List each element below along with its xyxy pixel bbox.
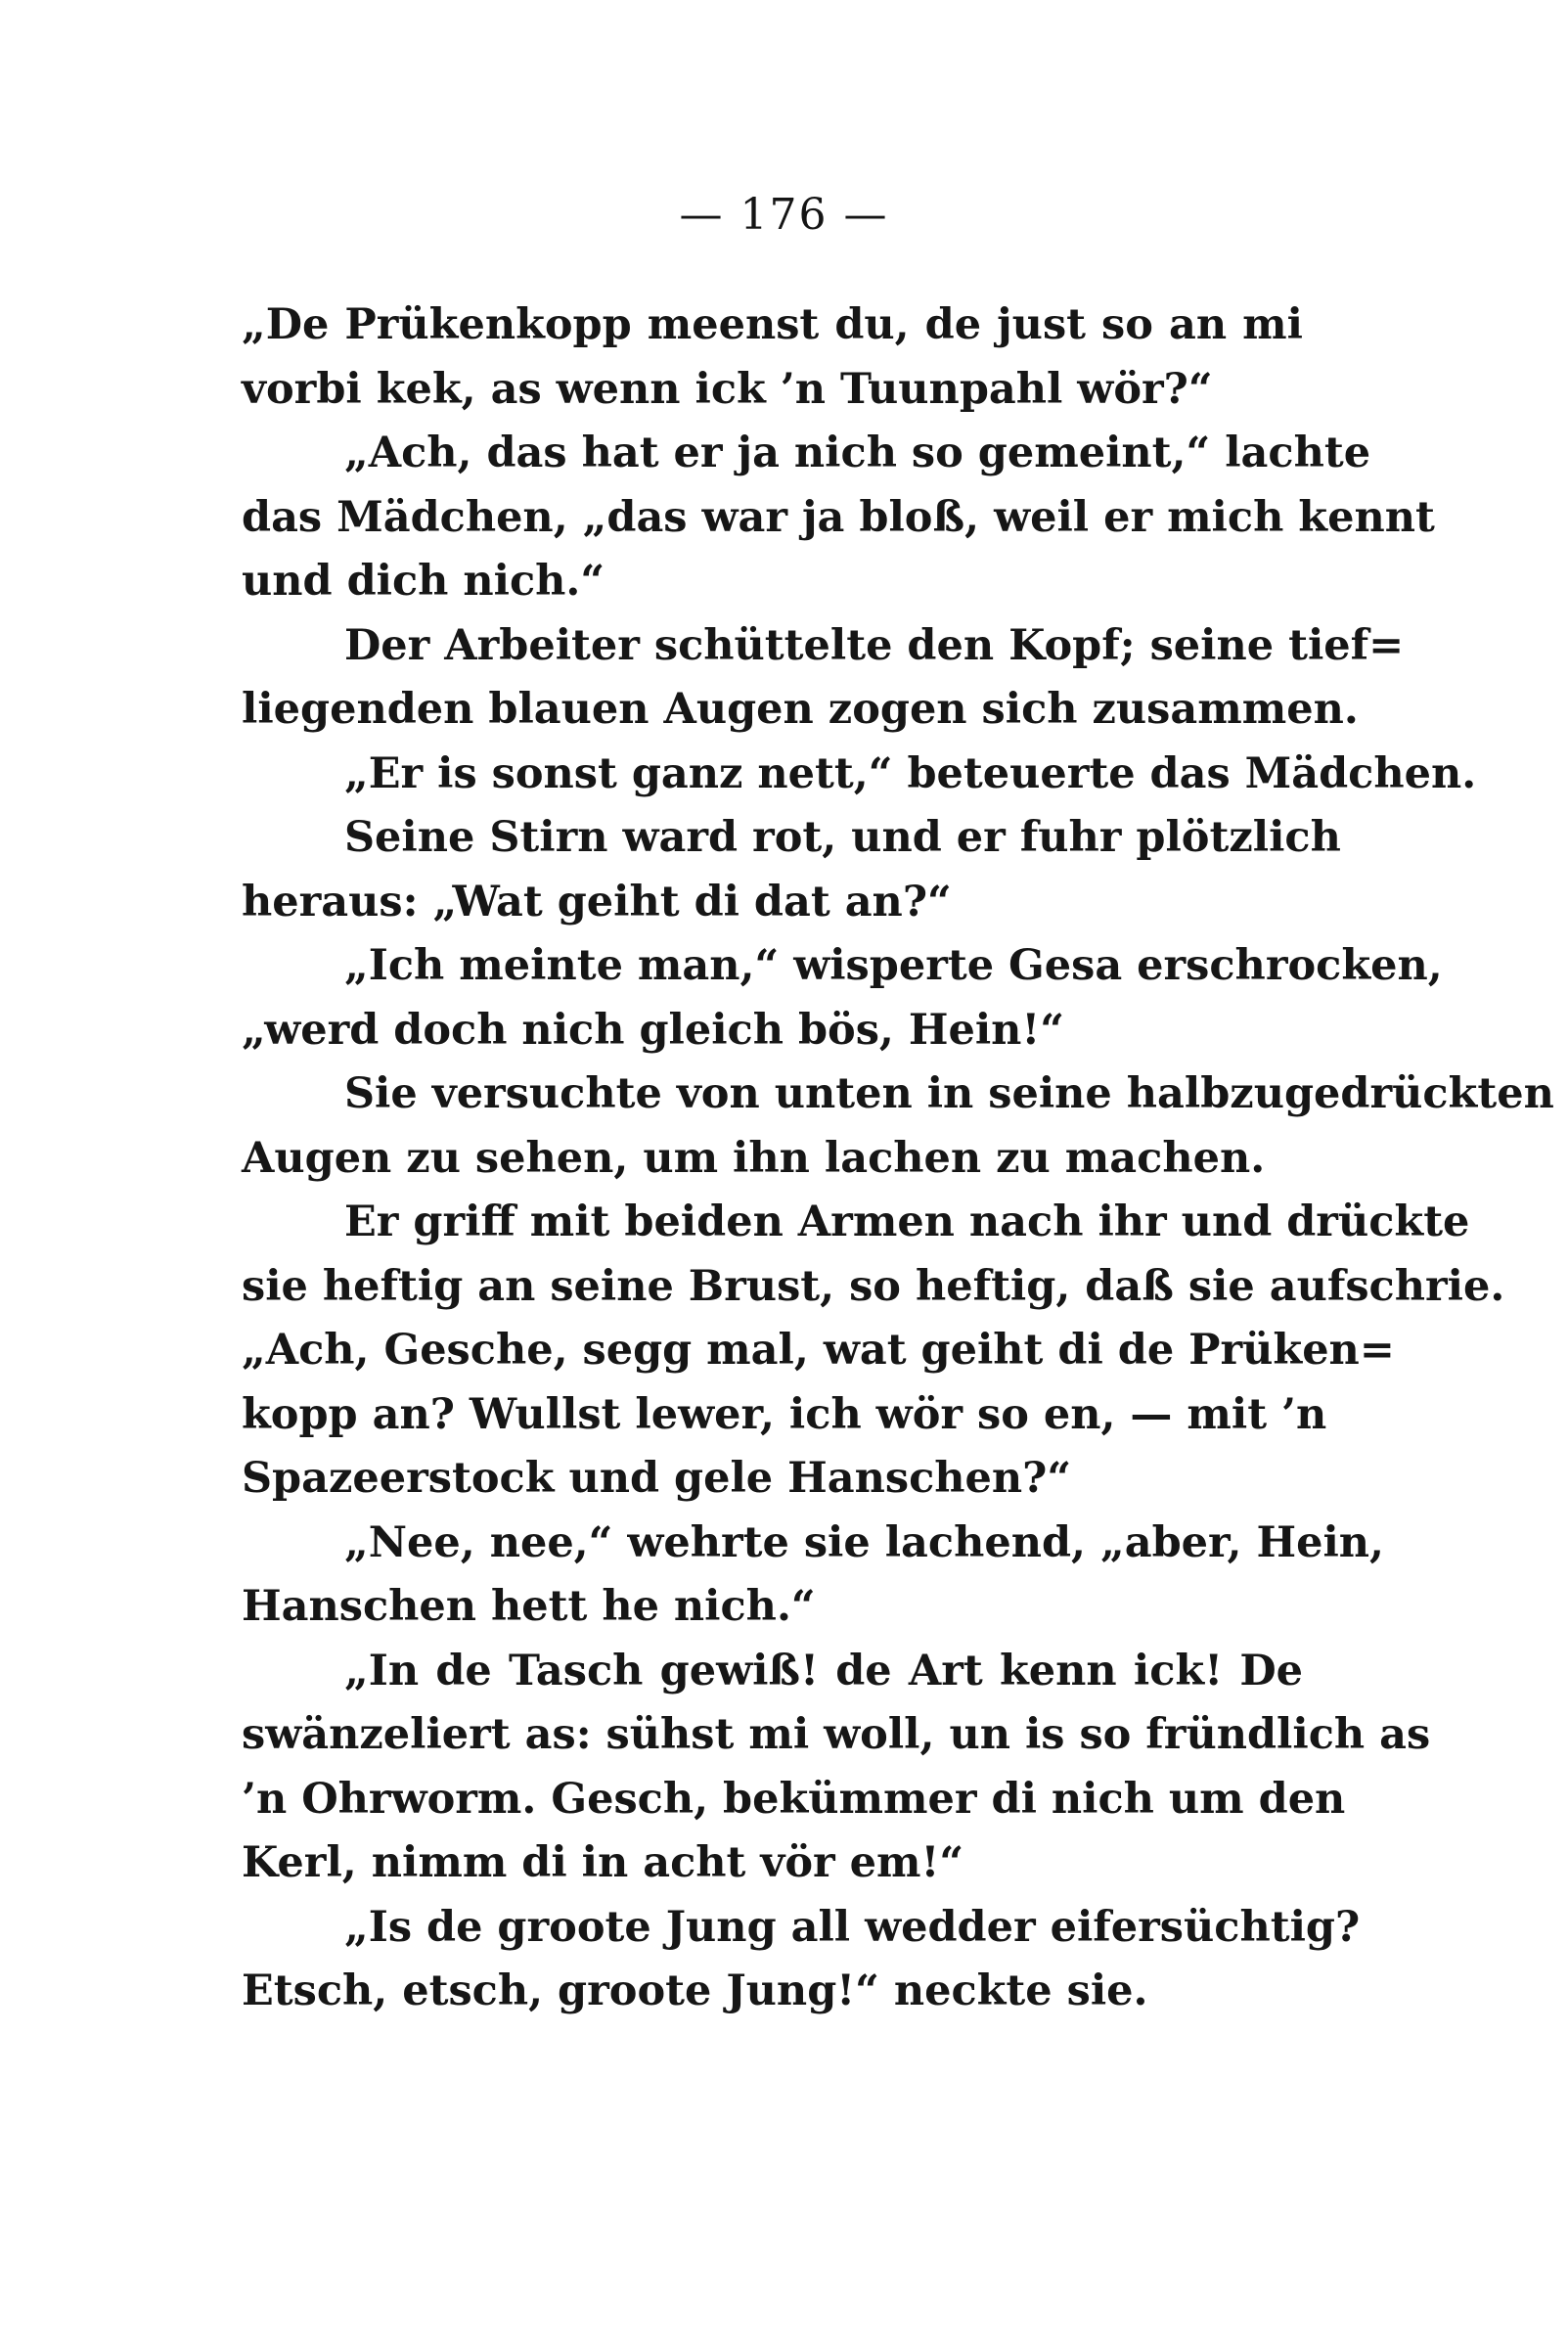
text-line: und dich nich.“ — [242, 557, 605, 606]
text-line: „Er is sonst ganz nett,“ beteuerte das Mädchen. — [344, 748, 1477, 798]
text-line: heraus: „Wat geiht di dat an?“ — [242, 877, 952, 926]
text-line: swänzeliert as: sühst mi woll, un is so fründlich as — [242, 1710, 1431, 1759]
text-line: liegenden blauen Augen zogen sich zusammen. — [242, 685, 1359, 734]
text-line: „Nee, nee,“ wehrte sie lachend, „aber, Hein, — [344, 1517, 1385, 1567]
text-line: ’n Ohrworm. Gesch, bekümmer di nich um den — [242, 1774, 1346, 1824]
text-line: Sie versuchte von unten in seine halbzugedrückten — [344, 1069, 1554, 1118]
text-line: „Is de groote Jung all wedder eifersüchtig? — [344, 1902, 1361, 1952]
text-line: „Ach, Gesche, segg mal, wat geiht di de Prüken= — [242, 1326, 1395, 1375]
text-line: Er griff mit beiden Armen nach ihr und drückte — [344, 1198, 1470, 1246]
text-line: Augen zu sehen, um ihn lachen zu machen. — [242, 1133, 1266, 1183]
text-line: sie heftig an seine Brust, so heftig, daß sie aufschrie. — [242, 1261, 1505, 1311]
text-line: Spazeerstock und gele Hanschen?“ — [242, 1454, 1072, 1503]
text-line: Der Arbeiter schüttelte den Kopf; seine tief= — [344, 620, 1405, 670]
text-line: Seine Stirn ward rot, und er fuhr plötzlich — [344, 813, 1341, 862]
text-line: kopp an? Wullst lewer, ich wör so en, — mit ’n — [242, 1389, 1327, 1439]
text-line: „Ach, das hat er ja nich so gemeint,“ lachte — [344, 429, 1371, 477]
text-line: „Ich meinte man,“ wisperte Gesa erschrocken, — [344, 941, 1443, 990]
body-text — [242, 294, 1554, 2024]
text-line: Etsch, etsch, groote Jung!“ neckte sie. — [242, 1966, 1148, 2015]
text-line: das Mädchen, „das war ja bloß, weil er mich kennt — [242, 492, 1435, 542]
text-line: „De Prükenkopp meenst du, de just so an mi — [242, 300, 1303, 349]
text-line: „werd doch nich gleich bös, Hein!“ — [242, 1005, 1065, 1055]
page-number: — 176 — — [679, 190, 889, 240]
text-line: „In de Tasch gewiß! de Art kenn ick! De — [344, 1646, 1303, 1695]
text-line: vorbi kek, as wenn ick ’n Tuunpahl wör?“ — [242, 364, 1213, 414]
text-line: Kerl, nimm di in acht vör em!“ — [242, 1838, 964, 1887]
text-line: Hanschen hett he nich.“ — [242, 1582, 816, 1631]
